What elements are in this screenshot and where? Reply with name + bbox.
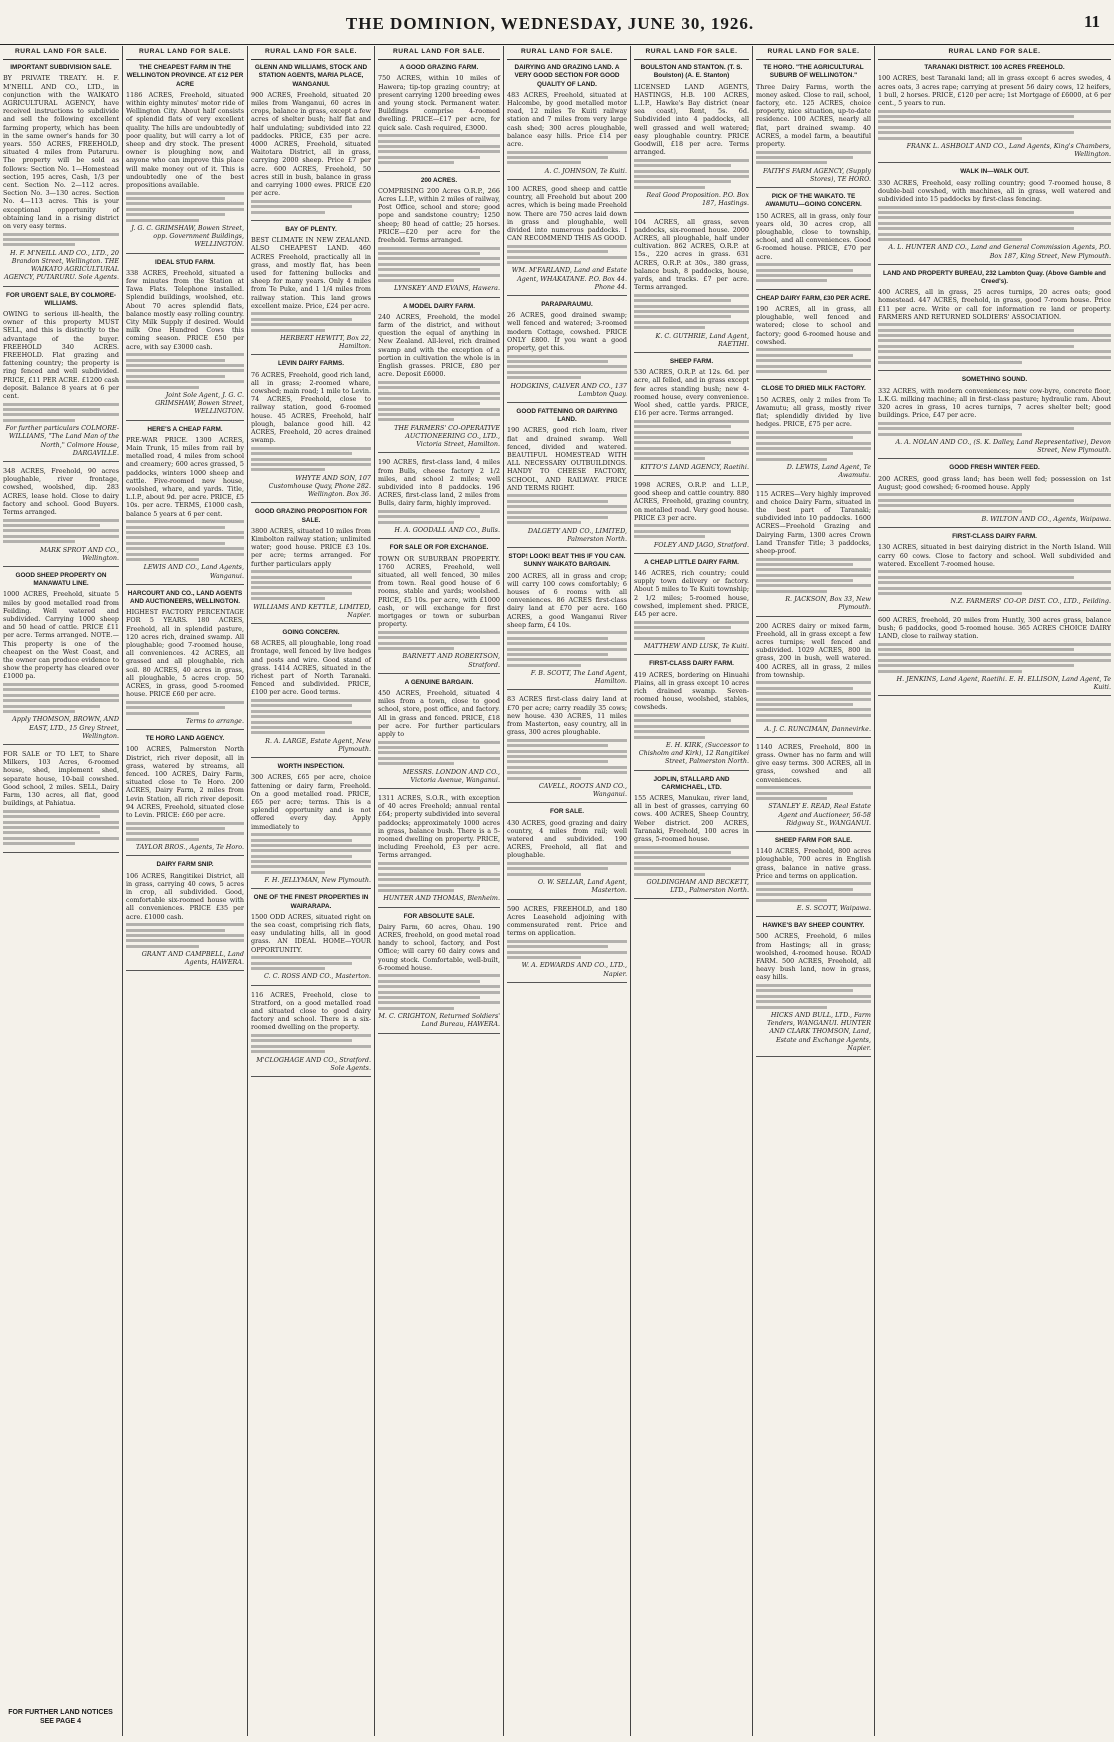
print-texture [507, 494, 627, 524]
print-texture [507, 245, 627, 264]
ad-body: 530 ACRES, O.R.P. at 12s. 6d. per acre, all felled, and in grass except few acres standing bush; new 4-roomed house, every convenience. Wool shed, cattle yards. PRICE, £16 per acre. Terms arranged. [634, 368, 749, 418]
advertisement [756, 743, 871, 832]
ad-heading: FIRST-CLASS DAIRY FARM. [649, 660, 734, 668]
column-heading: RURAL LAND FOR SALE. [3, 46, 119, 60]
column-2 [122, 46, 247, 1736]
ad-body: HIGHEST FACTORY PERCENTAGE FOR 5 YEARS. 180 ACRES, Freehold, all in splendid pasture, 120 acres rich, drained swamp. All ploughable; good 7-roomed house, all conveniences. 42 ACRES, all grassed and all ploughable, rich soil. 80 ACRES, 40 acres in grass, all ploughable, 5 acres crop. 50 ACRES, in grass, good 5-roomed house. PRICE £60 per acre. [126, 608, 244, 699]
print-texture [634, 420, 749, 461]
print-texture [251, 312, 371, 331]
ad-signature: B. WILTON AND CO., Agents, Waipawa. [981, 514, 1111, 523]
ad-heading: GOOD SHEEP PROPERTY ON MANAWATU LINE. [15, 572, 107, 588]
ad-body: 190 ACRES, all in grass, all ploughable, well fenced and watered; close to school and factory; good 6-roomed house and cowshed. [756, 304, 871, 346]
ad-heading: CLOSE TO DRIED MILK FACTORY. [761, 385, 866, 393]
ad-signature: Terms to arrange. [185, 716, 244, 725]
print-texture [378, 862, 500, 892]
ad-heading: THE CHEAPEST FARM IN THE WELLINGTON PROVINCE. AT £12 PER ACRE [126, 64, 244, 88]
advertisement [756, 64, 871, 188]
advertisement [3, 64, 119, 286]
ad-signature: C. C. ROSS AND CO., Masterton. [264, 972, 371, 981]
column-6 [630, 46, 752, 1736]
advertisement [756, 193, 871, 290]
ad-body: COMPRISING 200 Acres O.R.P., 266 Acres L.I.P., within 2 miles of railway, Post Office, school and store; good pope and sandstone country; 1250 sheep; 80 head of cattle; 25 horses. PRICE—£20 per acre for the freehold. Terms arranged. [378, 186, 500, 244]
advertisement [507, 808, 627, 899]
ad-heading: WORTH INSPECTION. [277, 763, 345, 771]
ad-body: 100 ACRES, Palmerston North District, rich river deposit, all in grass, watered by streams, all fenced. 100 ACRES, Dairy Farm, situated close to Te Horo. 200 ACRES, Dairy Farm, 2 miles from Levin Station, all rich river deposit. 94 ACRES, Freehold, situated close to Levin. PRICE: £60 per acre. [126, 745, 244, 819]
ad-body: BEST CLIMATE IN NEW ZEALAND. ALSO CHEAPEST LAND. 460 ACRES Freehold, practically all in grass, and mostly flat, has been used for fattening bullocks and sheep for many years. Only 4 miles from Te Puke, and 1 1/4 miles from railway station. This land grows excellent maize. Price, £24 per acre. [251, 236, 371, 310]
ad-body: 1000 ACRES, Freehold, situate 5 miles by good metalled road from Feilding. Well watered and subdivided. Carrying 1000 sheep and 50 head of cattle. PRICE £11 per acre. Terms arranged. NOTE.—This property is one of the cheapest on the West Coast, and the owner can produce evidence to show the property has cleared over £1000 pa. [3, 590, 119, 681]
masthead [0, 0, 1114, 45]
advertisement [126, 861, 244, 971]
print-texture [378, 974, 500, 1009]
advertisement [756, 922, 871, 1057]
ad-signature: WHYTE AND SON, 107 Customhouse Quay, Phone 282. Wellington. Box 36. [268, 473, 371, 499]
ad-signature: O. W. SELLAR, Land Agent, Masterton. [538, 878, 627, 895]
print-texture [3, 810, 119, 845]
print-texture [878, 643, 1111, 673]
advertisement [126, 259, 244, 421]
advertisement [251, 226, 371, 355]
ad-heading: HERE'S A CHEAP FARM. [147, 425, 223, 433]
ad-body: 190 ACRES, good rich loam, river flat and drained swamp. Well fenced, divided and watered. BEAUTIFUL HOMESTEAD WITH ALL NECESSARY OUTBUILDINGS. HANDY TO CHEESE FACTORY, SCHOOL, AND RAILWAY. PRICE AND TERMS RIGHT. [507, 426, 627, 492]
advertisement [378, 458, 500, 539]
ad-body: 100 ACRES, good sheep and cattle country, all Freehold but about 200 acres, which is being made Freehold now. There are 750 acres laid down in grass and ploughable, well divided into numerous paddocks. I CAN RECOMMEND THIS AS GOOD. [507, 185, 627, 243]
print-texture [126, 923, 244, 948]
advertisement [378, 913, 500, 1034]
ad-signature: E. H. KIRK, (Successor to Chisholm and Kirk), 12 Rangitikei Street, Palmerston North. [638, 741, 749, 766]
ad-body: 1140 ACRES, Freehold, 800 acres ploughable, 700 acres in English grass, balance in native grass. Price and terms on application. [756, 847, 871, 880]
advertisement [878, 464, 1111, 528]
ad-signature: GRANT AND CAMPBELL, Land Agents, HAWERA. [141, 950, 244, 967]
column-heading: RURAL LAND FOR SALE. [878, 46, 1111, 60]
advertisement [756, 490, 871, 617]
ad-heading: CHEAP DAIRY FARM, £30 PER ACRE. [756, 294, 871, 302]
advertisement [126, 735, 244, 856]
ad-heading: A CHEAP LITTLE DAIRY FARM. [644, 558, 739, 566]
ad-signature: BARNETT AND ROBERTSON, Stratford. [402, 652, 500, 669]
ad-signature: WILLIAMS AND KETTLE, LIMITED, Napier. [253, 602, 371, 619]
ad-body: Three Dairy Farms, worth the money asked. Close to rail, school, factory, etc. 125 ACRES, choice property, nice situation, up-to-date residence. 100 ACRES, nearly all flat, part drained swamp. 40 ACRES, a model farm, a beautiful property. [756, 82, 871, 149]
ad-signature: HUNTER AND THOMAS, Blenheim. [383, 894, 500, 903]
ad-body: 3800 ACRES, situated 10 miles from Kimbolton railway station; unlimited water; good house. PRICE £3 10s. per acre; terms arranged. For further particulars apply [251, 526, 371, 568]
ad-signature: H. A. GOODALL AND CO., Bulls. [394, 526, 500, 535]
print-texture [378, 381, 500, 422]
ad-heading: GOOD GRAZING PROPOSITION FOR SALE. [254, 508, 368, 524]
ad-body: 130 ACRES, situated in best dairying district in the North Island. Will carry 60 cows. Close to factory and school. Well subdivided and watered. Excellent 7-roomed house. [878, 543, 1111, 568]
ad-heading: FOR ABSOLUTE SALE. [403, 912, 475, 920]
ad-signature: F. B. SCOTT, The Land Agent, Hamilton. [530, 669, 627, 686]
advertisement [878, 616, 1111, 697]
ad-signature: R. JACKSON, Box 33, New Plymouth. [785, 595, 871, 612]
print-texture [878, 570, 1111, 595]
ad-body: 500 ACRES, Freehold, 6 miles from Hastings; all in grass; woolshed, 4-roomed house. ROAD FARM. 500 ACRES, Freehold, all heavy bush land, now in grass, easy hills. [756, 932, 871, 982]
ad-body: 1186 ACRES, Freehold, situated within eighty minutes' motor ride of Wellington City. About half consists of splendid flats of very excellent quality. The hills are undoubtedly of poor quality, but will carry a lot of sheep and dry stock. The present owner is ploughing now, and anyone who can improve this place will make money out of it. This is undoubtedly one of the best propositions available. [126, 90, 244, 190]
column-8 [874, 46, 1114, 1736]
print-texture [756, 786, 871, 800]
ad-body: 150 ACRES, only 2 miles from Te Awamutu; all grass, mostly river flat; splendidly divided by live hedges. PRICE, £75 per acre. [756, 395, 871, 429]
ad-heading: IDEAL STUD FARM. [155, 258, 215, 266]
ad-body: 450 ACRES, Freehold, situated 4 miles from a town, close to good school, store, post office, and factory. All in grass and fenced. PRICE, £18 per acre. For further particulars apply to [378, 689, 500, 739]
ad-body: BY PRIVATE TREATY. H. F. M'NEILL AND CO., LTD., in conjunction with the WAIKATO AGRICULTURAL AGENCY, have received instructions to subdivide and sell the following excellent farming property, which has been in the same owner's hands for 30 years. 550 ACRES, FREEHOLD, situated 4 miles from Putaruru. The property will be sold as follows: Section No. 1—Homestead section, 195 acres, Cash, 1/3 per cent. Section No. 2—112 acres. Section No. 3—130 acres. Section No. 4—113 acres. This is your exceptional opportunity of obtaining land in a rising district on very easy terms. [3, 74, 119, 231]
ad-heading: LEVIN DAIRY FARMS. [277, 360, 345, 368]
print-texture [126, 822, 244, 841]
column-3 [247, 46, 374, 1736]
advertisement [251, 360, 371, 503]
ad-signature: KITTO'S LAND AGENCY, Raetihi. [640, 462, 749, 471]
ad-signature: H. F. M'NEILL AND CO., LTD., 20 Brandon Street, Wellington. THE WAIKATO AGRICULTURAL AGENCY, PUTARURU. Sole Agents. [4, 248, 119, 282]
advertisement [378, 177, 500, 298]
advertisement [507, 905, 627, 983]
print-texture [756, 151, 871, 165]
ad-body: 900 ACRES, Freehold, situated 20 miles from Wanganui, 60 acres in crops, balance in grass, except a few acres of shelter bush; half flat and half undulating; subdivided into 22 paddocks. PRICE, £35 per acre. 4000 ACRES, Freehold, situated Waitotara District, all in grass, carrying 2000 sheep. Price £7 per acre. 600 ACRES, Freehold, 50 acres still in bush, balance in grass and carrying 1000 ewes. PRICE £20 per acre. [251, 90, 371, 198]
advertisement [878, 168, 1111, 264]
print-texture [251, 956, 371, 970]
ad-signature: MESSRS. LONDON AND CO., Victoria Avenue, Wanganui. [402, 767, 500, 784]
ad-heading: HARCOURT AND CO., LAND AGENTS AND AUCTIONEERS, WELLINGTON. [127, 589, 243, 605]
ad-heading: A MODEL DAIRY FARM. [402, 302, 476, 310]
advertisement [634, 64, 749, 212]
ad-signature: FOLEY AND JAGO, Stratford. [653, 540, 749, 549]
ad-body: 348 ACRES, Freehold, 90 acres ploughable, river frontage, cowshed, woolshed, dip. 283 ACRES, lease hold. Close to dairy factory and school. Good Buyers. Terms arranged. [3, 467, 119, 517]
print-texture [507, 739, 627, 780]
advertisement [378, 679, 500, 789]
ad-heading: WALK IN—WALK OUT. [960, 168, 1029, 176]
ad-body: 590 ACRES, FREEHOLD, and 180 Acres Leasehold adjoining with commensurated rent. Price and terms on application. [507, 904, 627, 938]
ad-signature: N.Z. FARMERS' CO-OP. DIST. CO., LTD., Feilding. [950, 597, 1111, 606]
ad-signature: W. A. EDWARDS AND CO., LTD., Napier. [521, 961, 627, 978]
ad-body: 200 ACRES dairy or mixed farm, Freehold, all in grass except a few acres turnips; well fenced and subdivided. 1029 ACRES, 800 in grass, 200 in bush, well watered. 400 ACRES, all in grass, 2 miles from township. [756, 621, 871, 679]
ad-body: 104 ACRES, all grass, seven paddocks, six-roomed house. 2000 ACRES, all ploughable, half under cultivation. 862 ACRES, O.R.P. at 15s., 220 acres in grass. 631 ACRES, O.R.P. at 30s., 380 grass, balance bush, 8 paddocks, house, yards, and tracks. £7 per acre. Terms arranged. [634, 217, 749, 292]
ad-heading: HAWKE'S BAY SHEEP COUNTRY. [762, 922, 865, 930]
ad-body: 483 ACRES, Freehold, situated at Halcombe, by good metalled motor road, 12 miles Te Kuiti railway station and 7 miles from very large cash shed; 300 acres ploughable, balance easy hills. Price £14 per acre. [507, 90, 627, 149]
print-texture [507, 631, 627, 666]
print-texture [878, 493, 1111, 512]
ad-signature: HICKS AND BULL, LTD., Farm Tenders, WANGANUI. HUNTER AND CLARK THOMSON, Land, Estate and Exchange Agents, Napier. [767, 1010, 871, 1052]
ad-body: 1998 ACRES, O.R.P. and L.I.P., good sheep and cattle country. 880 ACRES, Freehold, grazing country, on metalled road. Very good house. PRICE £3 per acre. [634, 481, 749, 522]
ad-body: 1140 ACRES, Freehold, 800 in grass. Owner has no farm and will give easy terms. 300 ACRES, all in grass, cowshed and all conveniences. [756, 742, 871, 784]
ad-body: 100 ACRES, best Taranaki land; all in grass except 6 acres swedes, 4 acres oats, 3 acres rape; carrying at present 56 dairy cows, 12 heifers, 1 bull, 2 horses. PRICE, £120 per acre; 1st Mortgage of £6000, at 6 per cent., 5 years to run. [878, 74, 1111, 108]
ad-body: 300 ACRES, £65 per acre, choice fattening or dairy farm, Freehold. On a good metalled road. PRICE, £65 per acre; terms. This is a splendid opportunity and is not offered every day. Apply immediately to [251, 773, 371, 831]
print-texture [126, 192, 244, 222]
ad-signature: M'CLOGHAGE AND CO., Stratford. Sole Agents. [256, 1055, 371, 1072]
print-texture [634, 524, 749, 538]
column-heading: RURAL LAND FOR SALE. [378, 46, 500, 60]
ad-body: 150 ACRES, all in grass, only four years old, 30 acres crop, all ploughable, close to township, school, and all conveniences. Good 6-roomed house. PRICE, £70 per acre. [756, 211, 871, 261]
ad-heading: A GOOD GRAZING FARM. [399, 64, 479, 72]
print-texture [634, 714, 749, 739]
ad-heading: JOPLIN, STALLARD AND CARMICHAEL, LTD. [653, 775, 730, 791]
print-texture [756, 263, 871, 282]
print-texture [507, 355, 627, 380]
ad-signature: TAYLOR BROS., Agents, Te Horo. [135, 843, 244, 852]
print-texture [756, 558, 871, 593]
print-texture [3, 233, 119, 247]
ad-body: 26 ACRES, good drained swamp; well fenced and watered; 3-roomed modern Cottage, cowshed. PRICE ONLY £800. If you want a good property, get this. [507, 311, 627, 352]
ad-heading: A GENUINE BARGAIN. [404, 678, 474, 686]
advertisement [251, 894, 371, 985]
print-texture [507, 151, 627, 165]
ad-signature: STANLEY E. READ, Real Estate Agent and Auctioneer, 56-58 Ridgway St., WANGANUI. [768, 802, 871, 827]
column-heading: RURAL LAND FOR SALE. [251, 46, 371, 60]
print-texture [378, 247, 500, 282]
ad-heading: FIRST-CLASS DAIRY FARM. [952, 533, 1037, 541]
ad-body: 330 ACRES, Freehold, easy rolling country; good 7-roomed house, 8 double-bail cowshed, with machines, all in grass, well watered and subdivided into 15 paddocks by first-class fencing. [878, 178, 1111, 203]
print-texture [378, 510, 500, 524]
advertisement [507, 64, 627, 180]
ad-body: 600 ACRES, freehold, 20 miles from Huntly, 300 acres grass, balance bush; 6 paddocks, good 5-roomed house. 365 ACRES CHOICE DAIRY LAND, close to railway station. [878, 615, 1111, 640]
ad-body: 115 ACRES—Very highly improved and choice Dairy Farm, situated in the best part of Taranaki; subdivided into 10 paddocks. 1600 ACRES—Freehold Grazing and Dairying Farm, 1300 acres Crown Land Transfer Title; 3 paddocks, sheep-proof. [756, 489, 871, 555]
advertisement [3, 750, 119, 853]
column-1 [0, 46, 122, 1736]
ad-body: OWING to serious ill-health, the owner of this property MUST SELL, and this is distinctly to the advantage of the buyer. FREEHOLD 340 ACRES. FREEHOLD. Flat grazing and fattening country; the property is ring fenced and well subdivided. PRICE, £11 PER ACRE. £1200 cash deposit. Balance 8 years at 6 per cent. [3, 310, 119, 401]
ad-body: FOR SALE or TO LET, to Share Milkers, 103 Acres, 6-roomed house, shed, implement shed, separate house, 10-bail cowshed. Good school, 2 miles. SELL, Dairy Farm, 130 acres, all flat, good buildings, at Pahiatua. [3, 750, 119, 808]
print-texture [126, 520, 244, 561]
ad-heading: PICK OF THE WAIKATO. TE AWAMUTU—GOING CONCERN. [765, 193, 862, 209]
ad-signature: M. C. CRIGHTON, Returned Soldiers' Land Bureau, HAWERA. [378, 1012, 500, 1029]
print-texture [756, 431, 871, 461]
print-texture [378, 631, 500, 650]
advertisement [378, 303, 500, 454]
advertisement [378, 544, 500, 673]
ad-heading: TE HORO. "THE AGRICULTURAL SUBURB OF WELLINGTON." [763, 64, 864, 80]
ad-heading: IMPORTANT SUBDIVISION SALE. [10, 64, 112, 72]
column-heading: RURAL LAND FOR SALE. [126, 46, 244, 60]
print-texture [878, 206, 1111, 241]
ad-heading: STOP! LOOK! BEAT THIS IF YOU CAN. SUNNY WAIKATO BARGAIN. [508, 553, 626, 569]
ad-heading: TARANAKI DISTRICT. 100 ACRES FREEHOLD. [924, 64, 1065, 72]
column-heading: RURAL LAND FOR SALE. [634, 46, 749, 60]
ad-body: 338 ACRES, Freehold, situated a few minutes from the Station at Tawa Flats. Telephone installed. Splendid buildings, woolshed, etc. About 70 acres splendid flats, balance mostly easy rolling country. City Milk Supply if desired. Would milk One Hundred Cows this coming season. PRICE £50 per acre, with say £3000 cash. [126, 268, 244, 351]
ad-signature: K. C. GUTHRIE, Land Agent, RAETIHI. [655, 331, 749, 348]
advertisement [251, 508, 371, 624]
ad-heading: SHEEP FARM FOR SALE. [774, 836, 853, 844]
ad-body: LICENSED LAND AGENTS, HASTINGS, H.B. 100 ACRES, L.I.P., Hawke's Bay district (near sea coast), Rent, 5s. 6d. Subdivided into 4 paddocks, all well grassed and well watered; easy ploughable country. PRICE Goodwill, £18 per acre. Terms arranged. [634, 82, 749, 157]
ad-heading: 200 ACRES. [420, 176, 458, 184]
ad-heading: GOOD FRESH WINTER FEED. [949, 464, 1040, 472]
masthead-title: THE DOMINION, WEDNESDAY, JUNE 30, 1926. [345, 14, 755, 33]
advertisement [634, 218, 749, 353]
advertisement [878, 533, 1111, 610]
advertisement [251, 64, 371, 221]
advertisement [3, 292, 119, 462]
print-texture [3, 683, 119, 713]
print-texture [3, 403, 119, 422]
column-heading: RURAL LAND FOR SALE. [756, 46, 871, 60]
ad-body: 750 ACRES, within 10 miles of Hawera; tip-top grazing country; at present carrying 1200 breeding ewes and young stock. Permanent water. Buildings comprise 4-roomed dwelling. PRICE—£17 per acre, for quick sale. Cash required, £3000. [378, 74, 500, 132]
ad-heading: GOOD FATTENING OR DAIRYING LAND. [516, 407, 618, 424]
advertisement [878, 64, 1111, 163]
ad-body: 106 ACRES, Rangitikei District, all in grass, carrying 40 cows, 5 acres in crop, all subdivided. Good, comfortable six-roomed house with all conveniences. PRICE £35 per acre. £1000 cash. [126, 871, 244, 921]
ad-signature: GOLDINGHAM AND BECKETT, LTD., Palmerston North. [646, 877, 749, 895]
ad-signature: A. A. NOLAN AND CO., (S. K. Dalley, Land Representative), Devon Street, New Plymouth. [895, 438, 1111, 455]
print-texture [634, 294, 749, 329]
ad-signature: E. S. SCOTT, Waipawa. [796, 903, 871, 912]
advertisement [378, 64, 500, 171]
ad-signature: LYNSKEY AND EVANS, Hawera. [394, 284, 500, 293]
ad-signature: FAITH'S FARM AGENCY, (Supply Stores), TE HORO. [762, 166, 871, 183]
ad-signature: HERBERT HEWITT, Box 22, Hamilton. [280, 334, 371, 351]
ad-body: TOWN OR SUBURBAN PROPERTY. 1760 ACRES, Freehold, well situated, all well fenced, 30 miles from town. Real good house of 6 rooms, stable and yards; woolshed. PRICE, £5 10s. per acre, with £1000 cash, or will exchange for first mortgages or town or suburban property. [378, 554, 500, 629]
print-texture [251, 833, 371, 874]
ad-body: 190 ACRES, first-class land, 4 miles from Bulls, cheese factory 2 1/2 miles, and school 2 miles; well subdivided into 8 paddocks. 196 ACRES, first-class land, 2 miles from Bulls, dairy farm, highly improved. [378, 458, 500, 508]
advertisement [126, 590, 244, 730]
ad-signature: MATTHEW AND LUSK, Te Kuiti. [643, 642, 749, 651]
ad-body: 1311 ACRES, S.O.R., with exception of 40 acres Freehold; annual rental £64; property subdivided into several paddocks; approximately 1000 acres in grass, balance bush. There is a 5-roomed dwelling on property. PRICE, including Freehold, £3 per acre. Terms arranged. [378, 794, 500, 860]
print-texture [251, 447, 371, 472]
ad-body: 83 ACRES first-class dairy land at £70 per acre; carry readily 35 cows; new house. 430 ACRES, 11 miles from Masterton, easy country, all in grass, 300 acres ploughable. [507, 695, 627, 737]
print-texture [251, 570, 371, 600]
advertisement [634, 776, 749, 900]
column-4 [374, 46, 503, 1736]
print-texture [634, 159, 749, 189]
ad-heading: FOR SALE OR FOR EXCHANGE. [389, 544, 489, 552]
ad-body: 76 ACRES, Freehold, good rich land, all in grass; 2-roomed whare, cowshed; main road; 1 mile to Levin. 74 ACRES, Freehold, close to railway station, good 6-roomed house. 45 ACRES, Freehold, half plough, balance good hill. 42 ACRES, Freehold, 20 acres drained swamp. [251, 370, 371, 445]
column-7 [752, 46, 874, 1736]
advertisement [634, 559, 749, 656]
ad-heading: SOMETHING SOUND. [961, 376, 1028, 384]
ad-body: PRE-WAR PRICE. 1300 ACRES, Main Trunk, 15 miles from rail by metalled road, 4 miles from school and creamery; 600 acres grassed, 5 paddocks, winters 1000 sheep and cattle. Five-roomed new house, woolshed, whare, and yards. Title, L.I.P., about 9d. per acre. PRICE, £5 10s. per acre. TERMS, £1000 cash, balance 5 years at 6 per cent. [126, 435, 244, 518]
page-number: 11 [1083, 12, 1100, 31]
ad-heading: SHEEP FARM. [669, 357, 714, 365]
ad-signature: J. G. C. GRIMSHAW, Bowen Street, opp. Government Buildings, WELLINGTON. [131, 223, 244, 249]
print-texture [878, 110, 1111, 140]
advertisement [378, 794, 500, 908]
ad-signature: Real Good Proposition. P.O. Box 187, Hastings. [646, 191, 749, 208]
ad-body: 200 ACRES, all in grass and crop; will carry 100 cows comfortably; 6 houses of 6 rooms with all conveniences. 86 ACRES first-class dairy land at £70 per acre. 160 ACRES, a good Wanganui River sheep farm, £4 10s. [507, 571, 627, 629]
advertisement [878, 270, 1111, 372]
advertisement [756, 837, 871, 917]
ad-body: 116 ACRES, Freehold, close to Stratford, on a good metalled road and situated close to good dairy factory and school. There is a six-roomed dwelling on the property. [251, 990, 371, 1032]
advertisement [634, 481, 749, 554]
advertisement [756, 622, 871, 738]
print-texture [756, 681, 871, 722]
ad-signature: R. A. LARGE, Estate Agent, New Plymouth. [265, 736, 371, 753]
print-texture [3, 519, 119, 544]
ad-heading: GOING CONCERN. [282, 628, 340, 636]
ad-signature: DALGETY AND CO., LIMITED, Palmerston North. [527, 526, 627, 543]
ad-heading: FOR URGENT SALE, BY COLMORE-WILLIAMS. [6, 291, 116, 307]
advertisement [251, 629, 371, 758]
print-texture [126, 701, 244, 715]
print-texture [251, 200, 371, 214]
print-texture [634, 846, 749, 876]
advertisement [126, 426, 244, 585]
ad-body: 400 ACRES, all in grass, 25 acres turnips, 20 acres oats; good homestead. 447 ACRES, freehold, in grass, good 7-room house. Price £11 per acre. Write or call for information re land or property. FARMERS AND RETURNED SOLDIERS' ASSOCIATION. [878, 288, 1111, 321]
ad-signature: For further particulars COLMORE-WILLIAMS, "The Land Man of the North," Colmore House, DARGAVILLE. [5, 424, 119, 457]
ad-body: 155 ACRES, Manukau, river land, all in best of grasses, carrying 60 cows. 400 ACRES, Sheep Country, Weber district. 200 ACRES, Taranaki, Freehold, 100 acres in grass, 5-roomed house. [634, 794, 749, 844]
advertisement [507, 185, 627, 296]
print-texture [251, 1034, 371, 1053]
ad-heading: BOULSTON AND STANTON. (T. S. Boulston) (A. E. Stanton) [640, 64, 743, 80]
ad-body: 430 ACRES, good grazing and dairy country, 4 miles from rail; well watered and subdivided. 190 ACRES, Freehold, all flat and ploughable. [507, 818, 627, 860]
advertisement [507, 553, 627, 690]
advertisement [878, 376, 1111, 459]
ad-signature: D. LEWIS, Land Agent, Te Awamutu. [786, 463, 871, 480]
ad-signature: H. JENKINS, Land Agent, Raetihi. E. H. ELLISON, Land Agent, Te Kuiti. [896, 674, 1111, 692]
ad-signature: HODGKINS, CALVER AND CO., 137 Lambton Quay. [510, 381, 627, 398]
advertisement [507, 301, 627, 403]
advertisement [634, 358, 749, 476]
advertisement [756, 385, 871, 484]
ad-signature: WM. M'FARLAND, Land and Estate Agent, WHAKATANE. P.O. Box 44. Phone 44. [511, 266, 627, 291]
ad-body: 200 ACRES, good grass land; has been well fed; possession on 1st August; good cowshed; 6-roomed house. Apply [878, 474, 1111, 491]
ad-heading: DAIRYING AND GRAZING LAND. A VERY GOOD SECTION FOR GOOD QUALITY OF LAND. [514, 64, 620, 88]
ad-body: 332 ACRES, with modern conveniences; new cow-byre, concrete floor, L.K.G. milking machine; all in first-class pasture; hydraulic ram. About 320 acres in grass, 10 acres turnips, 7 acres shelter belt; good buildings. Price, £47 per acre. [878, 386, 1111, 420]
ad-signature: CAVELL, ROOTS AND CO., Wanganui. [538, 782, 627, 799]
advertisement [507, 408, 627, 548]
ad-signature: LEWIS AND CO., Land Agents, Wanganui. [143, 563, 244, 580]
advertisement [634, 660, 749, 770]
print-texture [634, 621, 749, 640]
ad-heading: GLENN AND WILLIAMS, STOCK AND STATION AGENTS, MARIA PLACE, WANGANUI. [254, 64, 368, 88]
ad-heading: DAIRY FARM SNIP. [156, 861, 214, 869]
print-texture [251, 699, 371, 734]
advertisement [3, 467, 119, 567]
ad-body: 146 ACRES, rich country; could supply town delivery or factory. About 5 miles to Te Kuiti township; 2 1/2 miles; 5-roomed house, cowshed, implement shed. PRICE, £45 per acre. [634, 569, 749, 619]
advertisement [756, 295, 871, 381]
ad-body: Dairy Farm, 60 acres, Ohau. 190 ACRES, freehold, on good metal road handy to school, factory, and Post Office; will carry 60 dairy cows and young stock. Comfortable, well-built, 6-roomed house. [378, 922, 500, 972]
ad-signature: A. C. JOHNSON, Te Kuiti. [544, 166, 627, 175]
ad-signature: Joint Sole Agent, J. G. C. GRIMSHAW, Bowen Street, WELLINGTON. [155, 390, 244, 416]
column-footer-note: FOR FURTHER LAND NOTICES SEE PAGE 4 [8, 1709, 113, 1725]
print-texture [126, 353, 244, 388]
advertisement [507, 695, 627, 803]
print-texture [756, 348, 871, 373]
advertisement [126, 64, 244, 253]
ad-body: 68 ACRES, all ploughable, long road frontage, well fenced by live hedges and posts and wire. Good stand of grass. 1414 ACRES, situated in the richest part of North Taranaki. Fenced and subdivided. PRICE, £100 per acre. Good terms. [251, 639, 371, 697]
ad-signature: A. L. HUNTER AND CO., Land and General Commission Agents, P.O. Box 187, King Street, New Plymouth. [888, 243, 1111, 260]
print-texture [756, 984, 871, 1009]
ad-heading: BAY OF PLENTY. [285, 226, 337, 234]
print-texture [756, 882, 871, 901]
ad-heading: TE HORO LAND AGENCY. [145, 735, 225, 743]
print-texture [878, 422, 1111, 436]
advertisement [3, 572, 119, 745]
print-texture [378, 134, 500, 164]
advertisement [251, 763, 371, 889]
ad-heading: LAND AND PROPERTY BUREAU, 232 Lambton Quay. (Above Gamble and Creed's). [883, 269, 1106, 285]
print-texture [378, 741, 500, 766]
ad-signature: MARK SPROT AND CO., Wellington. [40, 545, 119, 562]
ad-signature: FRANK L. ASHBOLT AND CO., Land Agents, King's Chambers, Wellington. [906, 141, 1111, 159]
print-texture [507, 862, 627, 876]
ad-body: 240 ACRES, Freehold, the model farm of the district, and without question the equal of anything in New Zealand. All-level, rich drained swamp and with the exception of a portion in cultivation the whole is in English grasses. PRICE, £80 per acre. Deposit £6000. [378, 312, 500, 379]
ad-heading: PARAPARAUMU. [541, 300, 593, 308]
print-texture [507, 940, 627, 959]
ad-heading: FOR SALE. [549, 808, 585, 816]
advertisement [251, 991, 371, 1077]
column-5 [503, 46, 630, 1736]
ad-signature: F. H. JELLYMAN, New Plymouth. [264, 876, 371, 885]
ad-body: 1500 ODD ACRES, situated right on the sea coast, comprising rich flats, easy undulating hills, all in good grass. AN IDEAL HOME—YOUR OPPORTUNITY. [251, 912, 371, 954]
print-texture [878, 323, 1111, 364]
ad-signature: A. J. C. RUNCIMAN, Dannevirke. [764, 724, 871, 733]
ad-signature: Apply THOMSON, BROWN, AND EAST, LTD., 15 Grey Street, Wellington. [12, 715, 119, 740]
column-heading: RURAL LAND FOR SALE. [507, 46, 627, 60]
ad-heading: ONE OF THE FINEST PROPERTIES IN WAIRARAPA. [253, 894, 369, 910]
ad-signature: THE FARMERS' CO-OPERATIVE AUCTIONEERING CO., LTD., Victoria Street, Hamilton. [394, 423, 500, 449]
ad-body: 419 ACRES, bordering on Hinuahi Plains, all in grass except 10 acres rich drained swamp. Seven-roomed house, woolshed, stables, cowsheds. [634, 670, 749, 712]
